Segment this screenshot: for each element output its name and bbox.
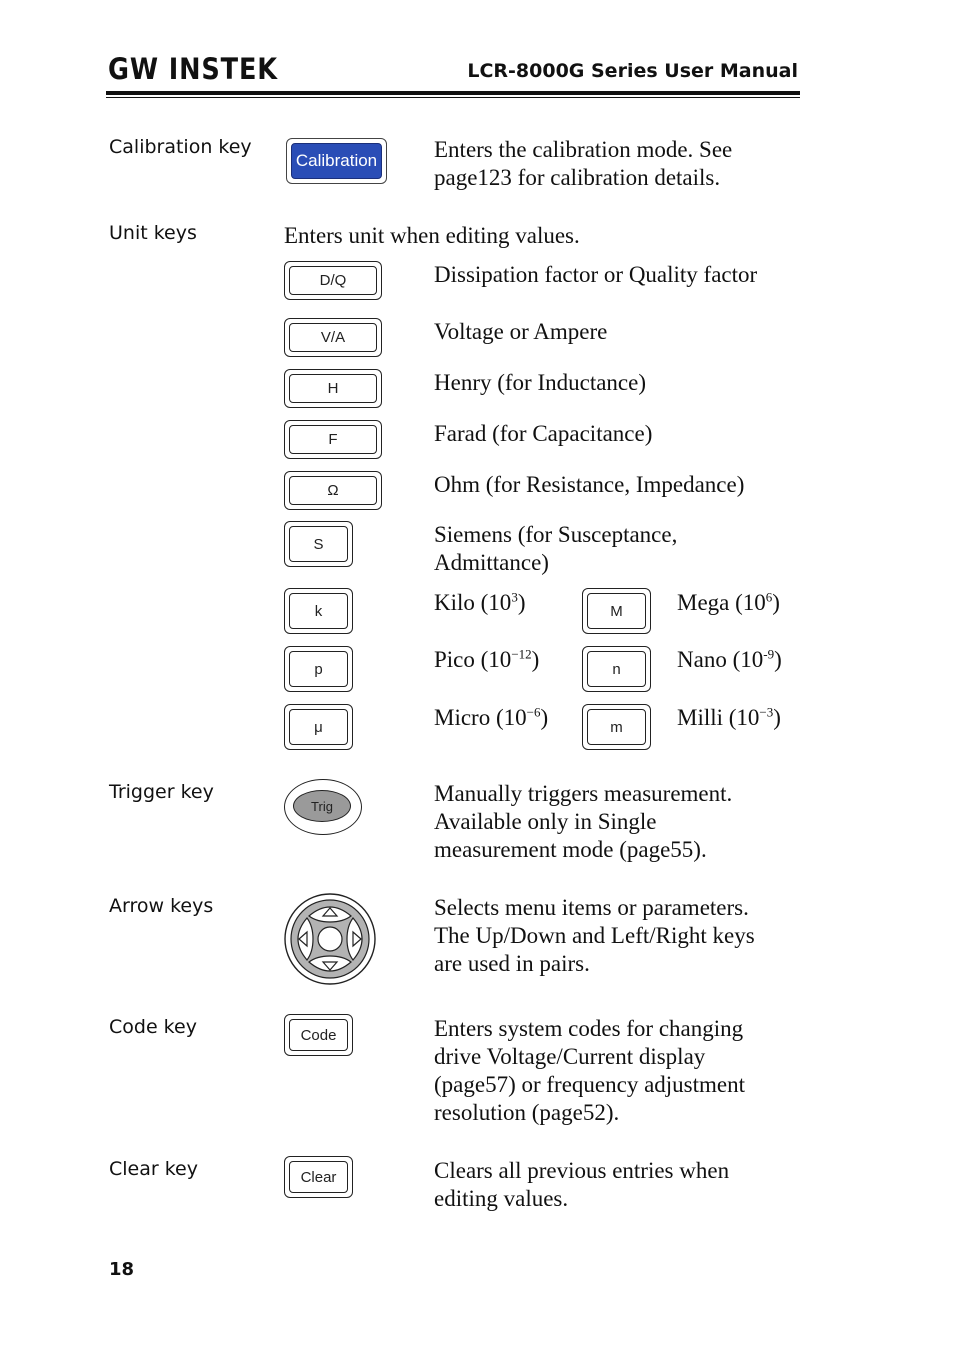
milli-key[interactable] [582,704,651,750]
farad-description: Farad (for Capacitance) [434,421,653,446]
milli-key-text: m [587,709,646,745]
unit-keys-intro: Enters unit when editing values. [284,223,580,248]
clear-key[interactable] [284,1156,353,1198]
dq-description: Dissipation factor or Quality factor [434,262,758,287]
farad-key[interactable] [284,420,382,459]
trigger-description: Manually triggers measurement. Available only in Single measurement mode (page55). [434,781,733,862]
code-description: Enters system codes for changing drive Voltage/Current display (page57) or frequency adjustment resolution (page52). [434,1016,746,1125]
siemens-key-text: S [289,526,348,562]
calibration-description: Enters the calibration mode. See page123 for calibration details. [434,137,733,190]
siemens-description: Siemens (for Susceptance, Admittance) [434,522,678,575]
henry-key[interactable] [284,369,382,408]
mega-key-text: M [587,593,646,629]
arrow-keys-label: Arrow keys [109,895,214,917]
ohm-key-text: Ω [289,476,377,505]
dq-key-text: D/Q [289,266,377,295]
trigger-key-label: Trigger key [109,781,214,803]
clear-description: Clears all previous entries when editing values. [434,1158,730,1211]
mega-description: Mega $(10^6)$ [677,589,780,615]
gw-instek-logo [108,52,280,84]
calibration-key-label: Calibration key [109,136,252,158]
pico-key[interactable] [284,646,353,692]
header-rule-thin [106,97,800,98]
arrow-description: Selects menu items or parameters. The Up/Down and Left/Right keys are used in pairs. [434,895,755,976]
nano-key-text: n [587,651,646,687]
pico-description: Pico $(10^{-12})$ [434,646,540,672]
va-description: Voltage or Ampere [434,319,608,344]
trigger-key-text: Trig [293,790,351,822]
kilo-key[interactable] [284,588,353,634]
calibration-key-text: Calibration [291,143,382,179]
manual-title: LCR-8000G Series User Manual [467,60,798,82]
henry-description: Henry (for Inductance) [434,370,646,395]
pico-key-text: p [289,651,348,687]
code-key-text: Code [289,1019,348,1051]
dq-key[interactable] [284,261,382,300]
code-key-label: Code key [109,1016,197,1038]
kilo-description: Kilo $(10^3)$ [434,589,526,615]
siemens-key[interactable] [284,521,353,567]
trigger-key[interactable] [284,779,362,835]
page-number: 18 [109,1259,135,1280]
header-rule [106,91,800,95]
logo-text: GW INSTEK [108,52,279,86]
micro-key-text: μ [289,709,348,745]
ohm-key[interactable] [284,471,382,510]
clear-key-text: Clear [289,1161,348,1193]
code-key[interactable] [284,1014,353,1056]
ohm-description: Ohm (for Resistance, Impedance) [434,472,745,497]
nano-description: Nano $(10^{-9})$ [677,646,782,672]
kilo-key-text: k [289,593,348,629]
va-key[interactable] [284,318,382,357]
unit-keys-label: Unit keys [109,222,197,244]
arrow-keypad-icon[interactable] [283,892,377,986]
calibration-key[interactable] [286,138,387,184]
clear-key-label: Clear key [109,1158,198,1180]
nano-key[interactable] [582,646,651,692]
milli-description: Milli $(10^{-3})$ [677,704,781,730]
farad-key-text: F [289,425,377,454]
henry-key-text: H [289,374,377,403]
micro-key[interactable] [284,704,353,750]
micro-description: Micro $(10^{-6})$ [434,704,549,730]
mega-key[interactable] [582,588,651,634]
va-key-text: V/A [289,323,377,352]
